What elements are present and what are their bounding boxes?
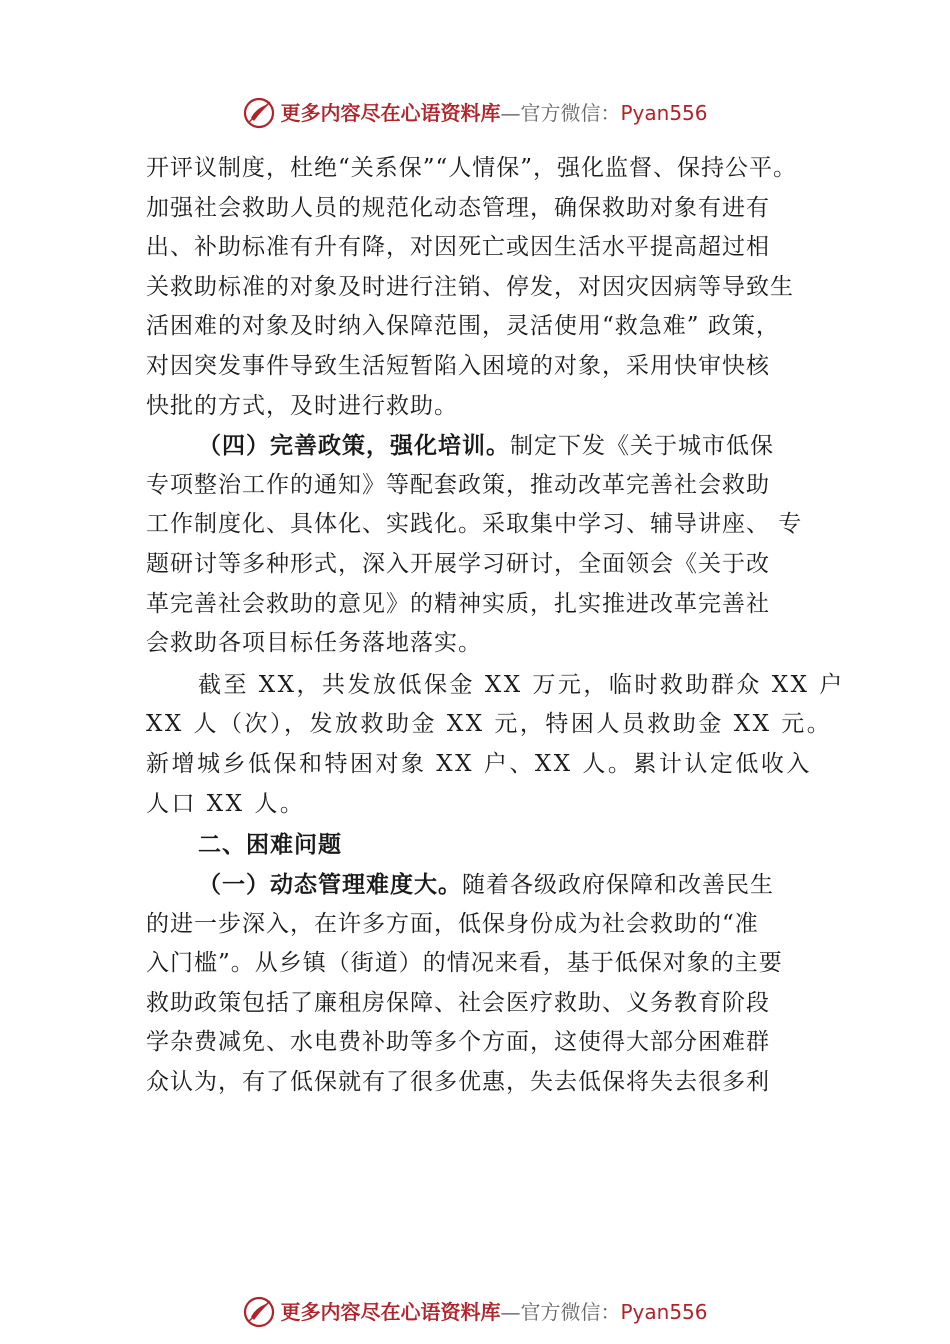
text-line: 对因突发事件导致生活短暂陷入困境的对象，采用快审快核 <box>146 352 770 379</box>
watermark-label: 官方微信： <box>520 101 621 125</box>
text-line: 会救助各项目标任务落地落实。 <box>146 630 482 657</box>
watermark-account: Pyan556 <box>620 1300 708 1324</box>
text-line: 开评议制度，杜绝“关系保”“人情保”，强化监督、保持公平。 <box>146 155 798 181</box>
document-body <box>146 149 845 1103</box>
text-line: 题研讨等多种形式，深入开展学习研讨，全面领会《关于改 <box>146 550 770 577</box>
problem-1-heading: （一）动态管理难度大。 <box>198 871 462 899</box>
problem-1-first-line: 随着各级政府保障和改善民生 <box>462 872 774 899</box>
brand-logo-icon <box>242 96 276 130</box>
section-4-first-line: 制定下发《关于城市低保 <box>510 433 774 460</box>
text-line: 的进一步深入，在许多方面，低保身份成为社会救助的“准 <box>146 910 759 937</box>
text-line: 众认为，有了低保就有了很多优惠，失去低保将失去很多利 <box>146 1069 770 1096</box>
text-line: 工作制度化、具体化、实践化。采取集中学习、辅导讲座、 专 <box>146 511 803 538</box>
watermark-separator: — <box>500 1300 521 1324</box>
section-4-heading: （四）完善政策，强化培训。 <box>198 432 510 460</box>
text-line: 活困难的对象及时纳入保障范围，灵活使用“救急难” 政策， <box>146 313 780 340</box>
watermark-separator: — <box>500 101 521 125</box>
text-line: 截至 XX，共发放低保金 XX 万元，临时救助群众 XX 户 <box>198 671 845 698</box>
text-line: 新增城乡低保和特困对象 XX 户、XX 人。累计认定低收入 <box>146 750 812 777</box>
text-line: 加强社会救助人员的规范化动态管理，确保救助对象有进有 <box>146 194 770 221</box>
watermark-label: 官方微信： <box>520 1300 621 1324</box>
header-watermark <box>0 96 950 130</box>
text-line <box>146 426 836 466</box>
text-line: 入门槛”。从乡镇（街道）的情况来看，基于低保对象的主要 <box>146 950 783 977</box>
watermark-account: Pyan556 <box>620 101 708 125</box>
text-line: 革完善社会救助的意见》的精神实质，扎实推进改革完善社 <box>146 590 770 617</box>
text-line: 救助政策包括了廉租房保障、社会医疗救助、义务教育阶段 <box>146 989 770 1016</box>
paragraph-section-4 <box>146 426 836 664</box>
text-line: 专项整治工作的通知》等配套政策，推动改革完善社会救助 <box>146 471 770 498</box>
text-line <box>146 865 836 905</box>
section-heading-problems: 二、困难问题 <box>198 831 342 859</box>
footer-watermark <box>0 1295 950 1329</box>
text-line: XX 人（次），发放救助金 XX 元，特困人员救助金 XX 元。 <box>146 711 833 738</box>
paragraph-management <box>146 149 836 426</box>
text-line: 人口 XX 人。 <box>146 790 306 817</box>
text-line: 学杂费减免、水电费补助等多个方面，这使得大部分困难群 <box>146 1029 770 1056</box>
text-line: 关救助标准的对象及时进行注销、停发，对因灾因病等导致生 <box>146 273 794 300</box>
text-line: 快批的方式，及时进行救助。 <box>146 392 458 419</box>
brand-logo-icon <box>242 1295 276 1329</box>
watermark-brand: 更多内容尽在心语资料库 <box>280 1300 501 1324</box>
text-line: 出、补助标准有升有降，对因死亡或因生活水平提高超过相 <box>146 234 770 261</box>
paragraph-problem-1 <box>146 865 836 1103</box>
watermark-brand: 更多内容尽在心语资料库 <box>280 101 501 125</box>
paragraph-statistics <box>146 666 845 824</box>
